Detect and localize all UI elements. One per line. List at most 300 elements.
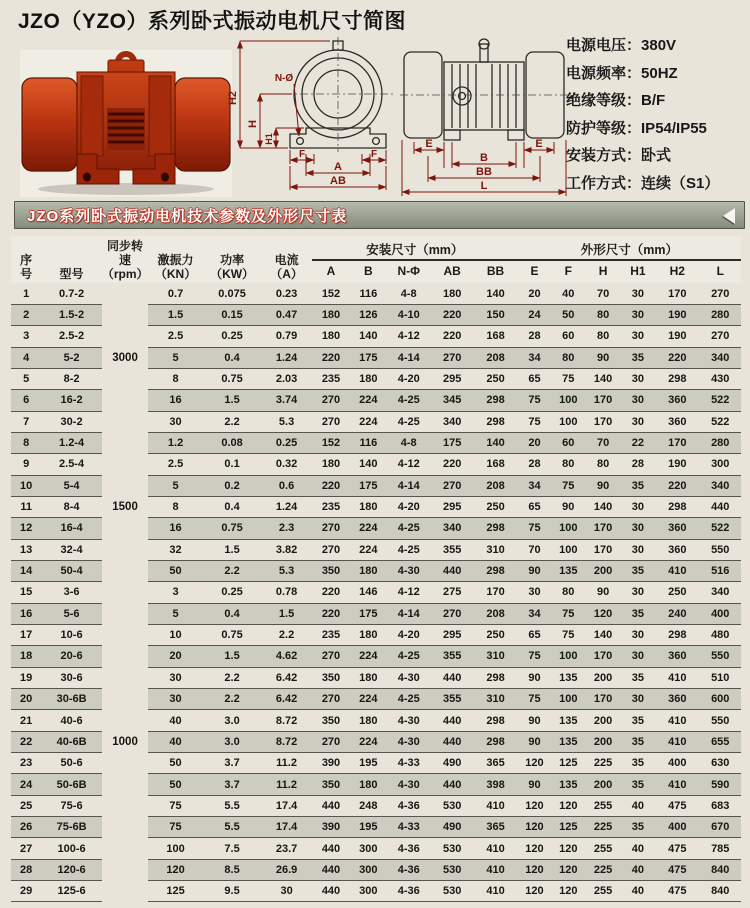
cell-value: 280 [699,432,741,453]
cell-value: 35 [621,817,655,838]
cell-value: 4.62 [261,646,311,667]
cell-value: 4-36 [387,838,431,859]
cell-model: 5-4 [41,475,102,496]
cell-value: 23.7 [261,838,311,859]
cell-value: 530 [431,881,473,902]
cell-model: 50-6B [41,774,102,795]
cell-seq: 19 [11,667,41,688]
cell-value: 4-36 [387,795,431,816]
cell-value: 4-33 [387,753,431,774]
cell-value: 340 [699,582,741,603]
cell-value: 475 [655,838,699,859]
spec-label: 工作方式： [566,174,642,192]
cell-value: 475 [655,795,699,816]
cell-value: 240 [655,603,699,624]
cell-value: 1.24 [261,496,311,517]
cell-model: 10-6 [41,624,102,645]
cell-value: 180 [312,454,350,475]
cell-value: 50 [148,774,203,795]
cell-value: 250 [473,624,517,645]
cell-value: 298 [655,496,699,517]
cell-value: 0.25 [203,582,262,603]
cell-value: 32 [148,539,203,560]
cell-value: 1.5 [203,539,262,560]
cell-value: 3.0 [203,710,262,731]
cell-value: 2.2 [203,560,262,581]
header-col-h1: H1 [621,260,655,283]
table-title-bar [14,201,745,229]
cell-value: 11.2 [261,774,311,795]
cell-value: 522 [699,411,741,432]
cell-value: 1.5 [148,304,203,325]
cell-value: 35 [621,475,655,496]
cell-value: 0.6 [261,475,311,496]
cell-value: 350 [312,774,350,795]
cell-value: 2.5 [148,454,203,475]
cell-value: 0.7 [148,283,203,304]
cell-value: 0.25 [261,432,311,453]
cell-value: 100 [551,539,585,560]
cell-value: 220 [312,603,350,624]
cell-value: 6.42 [261,667,311,688]
cell-value: 310 [473,539,517,560]
cell-value: 5 [148,475,203,496]
cell-value: 30 [518,582,551,603]
cell-value: 630 [699,753,741,774]
cell-model: 16-2 [41,390,102,411]
cell-value: 140 [350,326,386,347]
cell-value: 65 [518,624,551,645]
cell-value: 0.15 [203,304,262,325]
cell-value: 8.72 [261,731,311,752]
spec-label: 安装方式： [566,147,642,164]
table-header [11,236,741,283]
cell-model: 120-6 [41,859,102,880]
cell-value: 340 [431,411,473,432]
cell-seq: 24 [11,774,41,795]
cell-value: 30 [621,582,655,603]
cell-value: 224 [350,518,386,539]
cell-value: 410 [473,859,517,880]
cell-value: 146 [350,582,386,603]
cell-seq: 7 [11,411,41,432]
cell-value: 34 [518,475,551,496]
cell-value: 8.72 [261,710,311,731]
cell-value: 22 [621,432,655,453]
page-title: JZO（YZO）系列卧式振动电机尺寸简图 [18,10,407,33]
side-view-drawing [398,36,570,200]
table-title: JZO系列卧式振动电机技术参数及外形尺寸表 [27,207,348,225]
cell-value: 170 [585,689,620,710]
cell-value: 0.47 [261,304,311,325]
cell-value: 30 [621,646,655,667]
cell-value: 270 [312,731,350,752]
cell-seq: 21 [11,710,41,731]
cell-value: 90 [585,475,620,496]
header-force: 激振力 （KN） [148,236,203,283]
cell-value: 75 [551,368,585,389]
cell-value: 1.5 [203,390,262,411]
cell-seq: 28 [11,859,41,880]
header-install-group: 安装尺寸（mm） [312,236,518,260]
cell-value: 220 [431,454,473,475]
cell-value: 410 [655,667,699,688]
cell-value: 390 [312,753,350,774]
cell-value: 3 [148,582,203,603]
cell-value: 126 [350,304,386,325]
cell-value: 250 [473,368,517,389]
cell-value: 5.5 [203,817,262,838]
cell-value: 510 [699,667,741,688]
cell-value: 170 [585,411,620,432]
cell-value: 220 [312,475,350,496]
cell-value: 28 [518,326,551,347]
cell-value: 40 [621,859,655,880]
cell-value: 5.5 [203,795,262,816]
cell-value: 16 [148,390,203,411]
cell-value: 135 [551,560,585,581]
cell-value: 310 [473,646,517,667]
cell-value: 410 [473,881,517,902]
cell-value: 270 [312,411,350,432]
table-row [11,283,741,304]
cell-value: 30 [621,689,655,710]
cell-value: 17.4 [261,795,311,816]
cell-model: 100-6 [41,838,102,859]
cell-value: 840 [699,881,741,902]
cell-value: 140 [585,368,620,389]
cell-value: 220 [431,326,473,347]
cell-value: 0.23 [261,283,311,304]
cell-value: 298 [473,390,517,411]
cell-value: 90 [518,710,551,731]
cell-value: 140 [585,624,620,645]
cell-value: 4-30 [387,710,431,731]
cell-value: 100 [551,411,585,432]
cell-value: 1.5 [261,603,311,624]
cell-model: 8-4 [41,496,102,517]
cell-value: 225 [585,753,620,774]
cell-value: 120 [551,838,585,859]
cell-value: 75 [518,390,551,411]
cell-model: 30-6B [41,689,102,710]
cell-value: 175 [431,432,473,453]
cell-value: 75 [518,518,551,539]
cell-value: 8 [148,368,203,389]
cell-value: 298 [473,411,517,432]
cell-value: 75 [518,646,551,667]
cell-value: 4-8 [387,283,431,304]
cell-value: 250 [473,496,517,517]
spec-item-protection [566,115,719,143]
cell-seq: 29 [11,881,41,902]
cell-value: 35 [621,347,655,368]
cell-seq: 3 [11,326,41,347]
cell-value: 90 [518,560,551,581]
cell-value: 355 [431,539,473,560]
cell-value: 0.75 [203,518,262,539]
cell-model: 75-6B [41,817,102,838]
cell-value: 140 [473,432,517,453]
table-row [11,582,741,603]
cell-value: 180 [312,304,350,325]
cell-value: 355 [431,646,473,667]
cell-value: 140 [585,496,620,517]
cell-value: 360 [655,390,699,411]
cell-value: 70 [585,432,620,453]
cell-value: 200 [585,560,620,581]
cell-value: 1.5 [203,646,262,667]
cell-model: 30-6 [41,667,102,688]
cell-value: 90 [585,347,620,368]
cell-value: 200 [585,667,620,688]
cell-value: 295 [431,496,473,517]
cell-value: 0.08 [203,432,262,453]
cell-seq: 5 [11,368,41,389]
cell-value: 550 [699,539,741,560]
cell-value: 190 [655,326,699,347]
cell-model: 8-2 [41,368,102,389]
cell-value: 200 [585,710,620,731]
cell-seq: 10 [11,475,41,496]
cell-value: 30 [621,326,655,347]
cell-value: 400 [655,817,699,838]
cell-value: 2.2 [203,689,262,710]
cell-value: 190 [655,454,699,475]
cell-value: 200 [585,774,620,795]
cell-value: 440 [312,859,350,880]
cell-value: 50 [148,753,203,774]
cell-value: 4-25 [387,539,431,560]
cell-value: 120 [551,859,585,880]
cell-seq: 14 [11,560,41,581]
cell-model: 75-6 [41,795,102,816]
header-col-b: B [350,260,386,283]
cell-value: 40 [148,731,203,752]
cell-value: 250 [655,582,699,603]
header-col-e: E [518,260,551,283]
cell-value: 175 [350,475,386,496]
cell-value: 170 [585,390,620,411]
cell-value: 30 [621,283,655,304]
spec-value: 380V [641,37,677,54]
cell-value: 40 [551,283,585,304]
cell-value: 170 [473,582,517,603]
cell-value: 475 [655,881,699,902]
cell-value: 340 [699,475,741,496]
cell-rpm: 3000 [112,351,138,364]
dim-label-l: L [480,180,488,192]
cell-value: 655 [699,731,741,752]
cell-value: 24 [518,304,551,325]
dim-label-f-right: F [370,149,378,160]
cell-value: 116 [350,432,386,453]
cell-model: 16-4 [41,518,102,539]
cell-model: 40-6B [41,731,102,752]
cell-value: 35 [621,603,655,624]
cell-value: 30 [148,689,203,710]
cell-value: 4-12 [387,454,431,475]
cell-value: 120 [551,881,585,902]
cell-value: 300 [350,881,386,902]
spec-label: 绝缘等级： [566,92,642,109]
cell-value: 180 [350,774,386,795]
cell-value: 34 [518,347,551,368]
cell-value: 170 [655,283,699,304]
cell-value: 80 [551,347,585,368]
spec-item-frequency [566,60,719,88]
spec-value: 连续（S1） [641,174,720,192]
cell-value: 4-8 [387,432,431,453]
cell-value: 175 [350,603,386,624]
cell-model: 1.2-4 [41,432,102,453]
cell-value: 270 [431,603,473,624]
header-col-nphi: N-Φ [387,260,431,283]
spec-item-duty [566,170,719,198]
cell-value: 90 [518,731,551,752]
cell-seq: 17 [11,624,41,645]
cell-value: 0.25 [203,326,262,347]
cell-value: 30 [148,667,203,688]
cell-value: 10 [148,624,203,645]
cell-value: 5.3 [261,411,311,432]
cell-value: 35 [621,774,655,795]
cell-value: 430 [699,368,741,389]
motor-photo [20,50,232,197]
motor-right-endcap [175,78,230,171]
cell-seq: 1 [11,283,41,304]
cell-seq: 22 [11,731,41,752]
cell-value: 530 [431,859,473,880]
cell-value: 35 [621,667,655,688]
cell-value: 125 [551,817,585,838]
cell-value: 40 [621,881,655,902]
spec-item-voltage [566,32,719,60]
cell-value: 670 [699,817,741,838]
cell-value: 255 [585,881,620,902]
cell-value: 30 [621,368,655,389]
cell-value: 3.0 [203,731,262,752]
cell-value: 410 [473,795,517,816]
cell-value: 100 [551,390,585,411]
cell-model: 2.5-2 [41,326,102,347]
cell-seq: 18 [11,646,41,667]
spec-value: B/F [641,92,666,109]
cell-value: 2.03 [261,368,311,389]
cell-value: 440 [431,774,473,795]
cell-value: 550 [699,710,741,731]
cell-value: 80 [551,582,585,603]
cell-value: 2.2 [203,411,262,432]
motor-left-endcap [22,78,77,171]
cell-value: 345 [431,390,473,411]
cell-value: 0.1 [203,454,262,475]
cell-value: 80 [585,304,620,325]
cell-value: 80 [585,454,620,475]
cell-value: 298 [473,667,517,688]
header-power: 功率 （KW） [203,236,262,283]
cell-value: 100 [148,838,203,859]
cell-value: 2.5 [148,326,203,347]
cell-value: 30 [261,881,311,902]
cell-value: 530 [431,795,473,816]
cell-value: 340 [431,518,473,539]
cell-value: 248 [350,795,386,816]
cell-model: 2.5-4 [41,454,102,475]
cell-value: 50 [148,560,203,581]
cell-value: 75 [551,624,585,645]
cell-seq: 13 [11,539,41,560]
cell-value: 298 [473,731,517,752]
cell-seq: 20 [11,689,41,710]
left-triangle-icon [723,208,735,224]
cell-value: 440 [431,560,473,581]
dim-label-e-left: E [425,138,433,150]
cell-model: 32-4 [41,539,102,560]
cell-value: 270 [312,390,350,411]
cell-value: 8 [148,496,203,517]
cell-value: 270 [431,347,473,368]
cell-value: 220 [312,582,350,603]
cell-value: 180 [350,624,386,645]
cell-value: 120 [518,859,551,880]
cell-value: 400 [699,603,741,624]
photo-shadow [38,183,214,195]
header-current: 电流 （A） [261,236,311,283]
header-col-a: A [312,260,350,283]
cell-value: 180 [350,496,386,517]
cell-value: 270 [312,539,350,560]
cell-value: 40 [621,838,655,859]
cell-value: 235 [312,368,350,389]
cell-value: 224 [350,411,386,432]
spec-label: 电源频率： [566,64,642,82]
cell-value: 300 [350,838,386,859]
cell-value: 135 [551,731,585,752]
dim-label-h1: H1 [264,133,274,145]
cell-value: 140 [473,283,517,304]
parameters-table [11,236,741,902]
cell-value: 20 [148,646,203,667]
cell-value: 0.4 [203,347,262,368]
cell-value: 360 [655,646,699,667]
cell-seq: 25 [11,795,41,816]
header-outline-group: 外形尺寸（mm） [518,236,741,260]
header-col-f: F [551,260,585,283]
cell-value: 35 [621,560,655,581]
cell-value: 30 [621,411,655,432]
cell-value: 522 [699,390,741,411]
cell-value: 360 [655,539,699,560]
cell-value: 350 [312,667,350,688]
cell-value: 4-14 [387,347,431,368]
cell-value: 0.75 [203,368,262,389]
cell-value: 224 [350,539,386,560]
cell-value: 80 [585,326,620,347]
cell-value: 280 [699,304,741,325]
cell-value: 100 [551,646,585,667]
cell-value: 5.3 [261,560,311,581]
cell-seq: 16 [11,603,41,624]
spec-list [566,32,719,197]
cell-value: 125 [551,753,585,774]
cell-value: 60 [551,432,585,453]
cell-value: 75 [551,475,585,496]
cell-value: 20 [518,283,551,304]
cell-value: 30 [621,518,655,539]
cell-value: 220 [312,347,350,368]
cell-value: 0.32 [261,454,311,475]
